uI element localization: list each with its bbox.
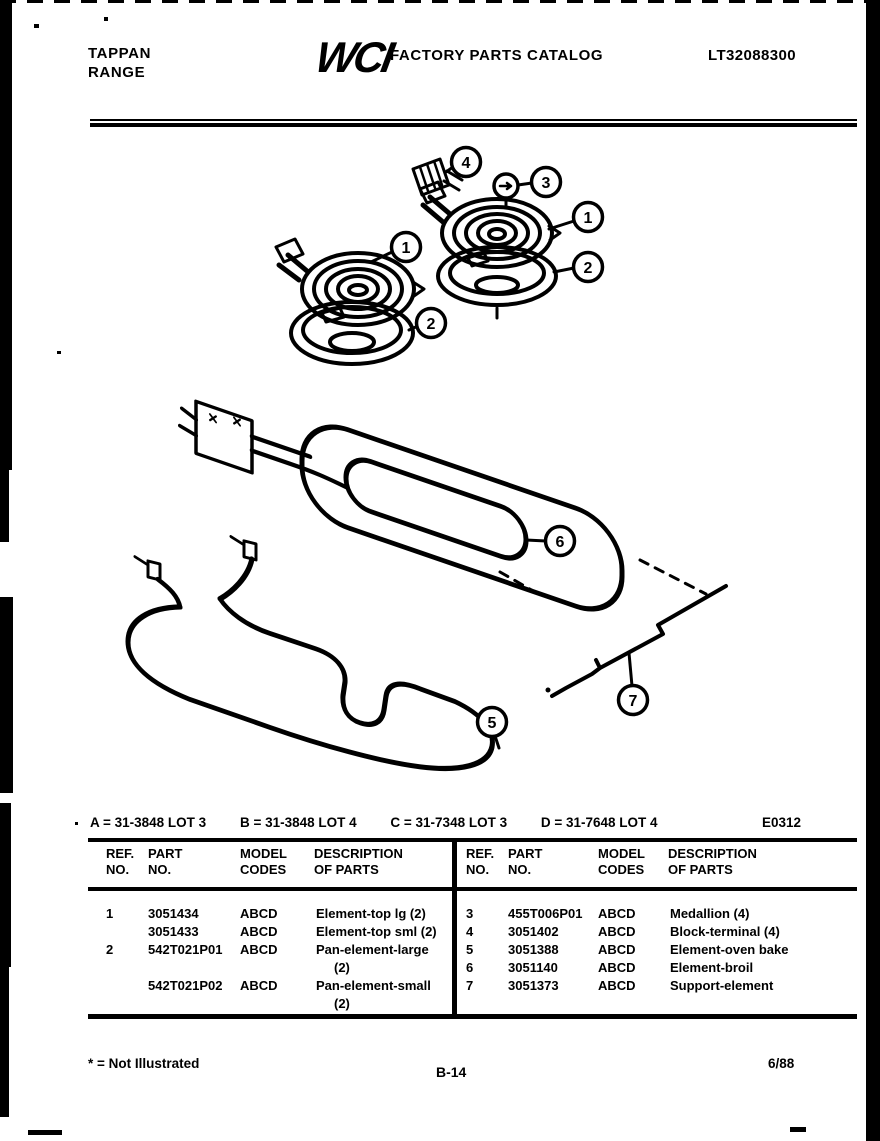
callout-5-label: 5: [487, 715, 497, 732]
col-header-model-right: MODEL CODES: [598, 846, 645, 877]
callout-3-label: 3: [541, 175, 551, 192]
date-code: 6/88: [768, 1056, 795, 1071]
catalog-title: FACTORY PARTS CATALOG: [390, 47, 604, 64]
page-number: B-14: [436, 1064, 467, 1080]
drip-pan-left-drawing: [291, 302, 413, 364]
callout-6: [546, 527, 575, 556]
table-row: 1 3051434 ABCD Element-top lg (2): [106, 906, 426, 921]
table-row: 3051433 ABCD Element-top sml (2): [148, 924, 437, 939]
bake-element-drawing: [128, 511, 492, 788]
callout-4: [452, 148, 481, 177]
table-row: 4 3051402 ABCD Block-terminal (4): [466, 924, 780, 939]
col-header-ref-right: REF. NO.: [466, 846, 495, 877]
model-key-b: B = 31-3848 LOT 4: [239, 815, 357, 830]
table-rule-header: [88, 887, 857, 891]
col-header-desc-right: DESCRIPTION OF PARTS: [668, 846, 757, 877]
callout-2-right-label: 2: [583, 260, 593, 277]
table-rule-top: [88, 838, 857, 842]
callout-3: [532, 168, 561, 197]
broil-element-drawing: [180, 372, 622, 622]
model-key-d: D = 31-7648 LOT 4: [540, 815, 658, 830]
callout-1-left-label: 1: [401, 240, 411, 257]
callout-6-label: 6: [555, 534, 565, 551]
diagram-page-code: E0312: [762, 815, 802, 830]
callout-7: [619, 686, 648, 715]
parts-table-right: [455, 905, 853, 995]
table-row: 542T021P02 ABCD Pan-element-small (2): [148, 978, 431, 1011]
model-key-c: C = 31-7348 LOT 3: [390, 815, 508, 830]
col-header-ref-left: REF. NO.: [106, 846, 135, 877]
col-header-part-left: PART NO.: [148, 846, 183, 877]
medallion-drawing: [494, 174, 518, 208]
document-number: LT32088300: [708, 47, 796, 64]
callout-7-label: 7: [628, 693, 638, 710]
table-rule-bottom: [88, 1014, 857, 1019]
table-row: 7 3051373 ABCD Support-element: [466, 978, 774, 993]
table-row: 2 542T021P01 ABCD Pan-element-large (2): [106, 942, 429, 975]
wci-logo: WCI: [311, 34, 395, 82]
callout-5: [478, 708, 507, 737]
table-row: 3 455T006P01 ABCD Medallion (4): [466, 906, 750, 921]
brand-line1: TAPPAN: [88, 45, 152, 62]
callout-1-right: [574, 203, 603, 232]
col-header-part-right: PART NO.: [508, 846, 543, 877]
callout-2-left: [417, 309, 446, 338]
callout-1-left: [392, 233, 421, 262]
callout-4-label: 4: [461, 155, 471, 172]
model-key-a: A = 31-3848 LOT 3: [90, 815, 207, 830]
support-rod-drawing: [500, 560, 726, 696]
callout-2-left-label: 2: [426, 316, 436, 333]
brand-line2: RANGE: [88, 64, 146, 81]
table-row: 6 3051140 ABCD Element-broil: [466, 960, 754, 975]
not-illustrated-note: * = Not Illustrated: [88, 1056, 200, 1071]
callout-2-right: [574, 253, 603, 282]
col-header-model-left: MODEL CODES: [240, 846, 287, 877]
parts-table-left: [90, 905, 450, 1013]
col-header-desc-left: DESCRIPTION OF PARTS: [314, 846, 403, 877]
table-row: 5 3051388 ABCD Element-oven bake: [466, 942, 789, 957]
model-key-line: [90, 815, 688, 830]
callout-1-right-label: 1: [583, 210, 593, 227]
